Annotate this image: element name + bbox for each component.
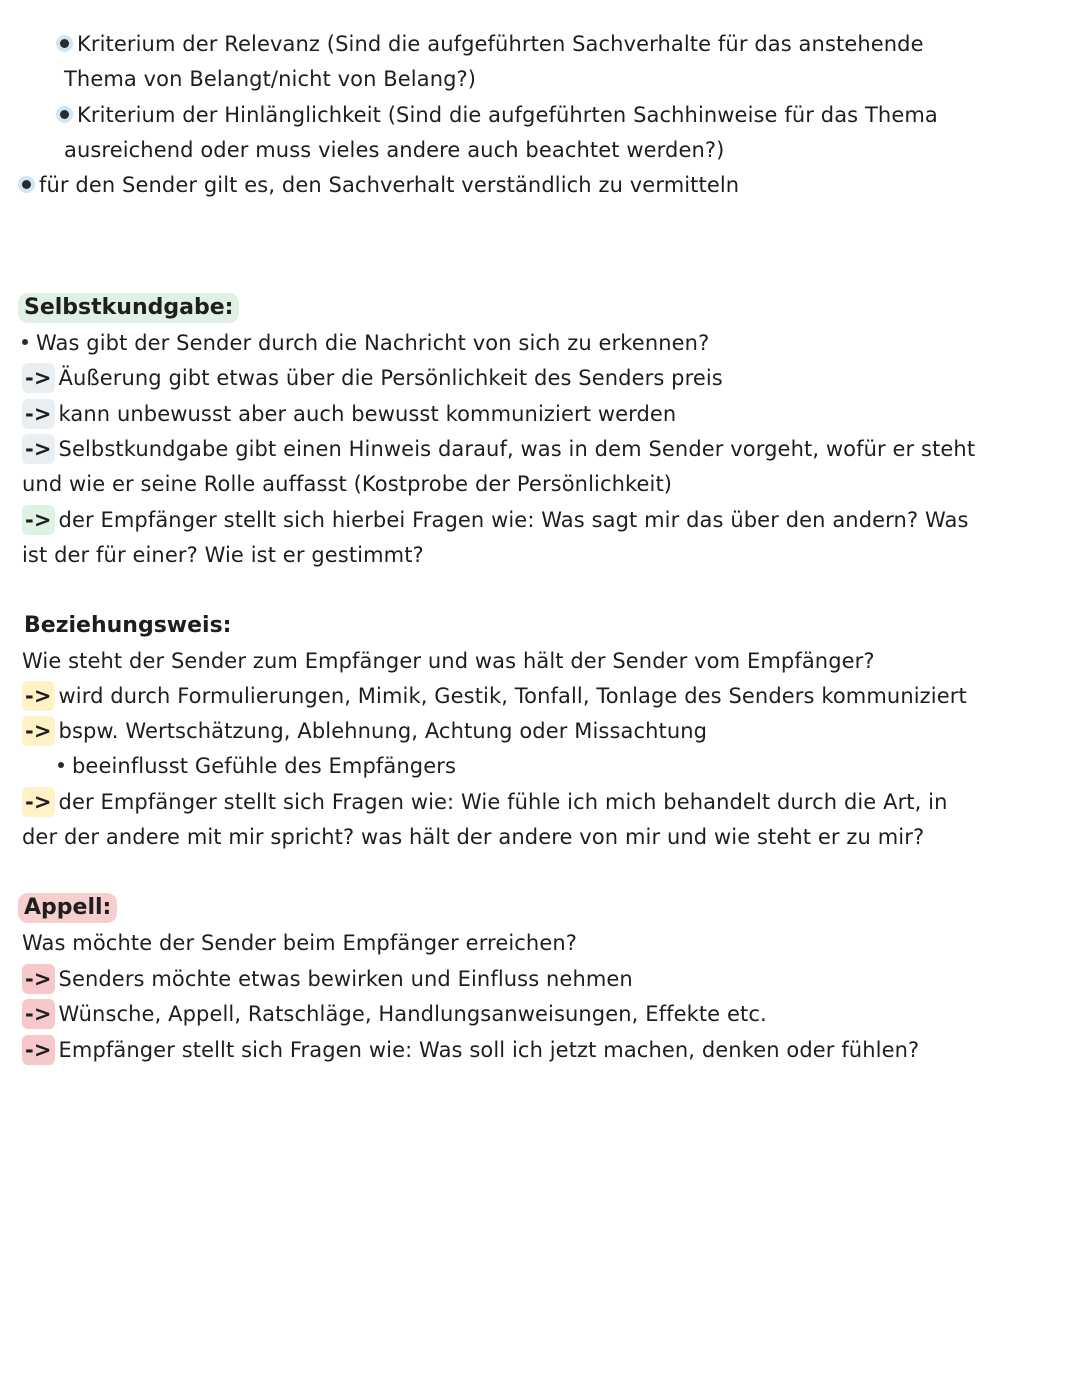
arrow-icon: -> [22,399,55,429]
arrow-icon: -> [22,787,55,817]
selbstkundgabe-point-3-cont: und wie er seine Rolle auffasst (Kostprobe der Persönlichkeit) [22,472,673,496]
beziehung-point-1: -> wird durch Formulierungen, Mimik, Gestik, Tonfall, Tonlage des Senders kommuniziert [22,681,967,711]
appell-point-2: -> Wünsche, Appell, Ratschläge, Handlungsanweisungen, Effekte etc. [22,999,767,1029]
arrow-icon: -> [22,964,55,994]
beziehung-heading: Beziehungsweis: [24,613,232,638]
beziehung-point-3-cont: der der andere mit mir spricht? was hält der andere von mir und wie steht er zu mir? [22,825,925,849]
bullet-icon [58,762,64,768]
arrow-icon: -> [22,999,55,1029]
relevanz-criterion-cont: Thema von Belangt/nicht von Belang?) [64,67,477,91]
beziehung-point-2: -> bspw. Wertschätzung, Ablehnung, Achtung oder Missachtung [22,716,707,746]
selbstkundgabe-question: Was gibt der Sender durch die Nachricht von sich zu erkennen? [22,328,709,358]
selbstkundgabe-heading: Selbstkundgabe: [18,293,239,323]
appell-point-1: -> Senders möchte etwas bewirken und Einfluss nehmen [22,964,633,994]
relevanz-criterion: Kriterium der Relevanz (Sind die aufgeführten Sachverhalte für das anstehende [60,29,924,59]
beziehung-question: Wie steht der Sender zum Empfänger und was hält der Sender vom Empfänger? [22,649,875,673]
sender-statement: für den Sender gilt es, den Sachverhalt verständlich zu vermitteln [22,170,739,200]
arrow-icon: -> [22,716,55,746]
bullet-icon [22,180,31,189]
arrow-icon: -> [22,681,55,711]
appell-heading: Appell: [18,893,117,923]
selbstkundgabe-point-4-cont: ist der für einer? Wie ist er gestimmt? [22,543,424,567]
selbstkundgabe-point-3: -> Selbstkundgabe gibt einen Hinweis darauf, was in dem Sender vorgeht, wofür er steht [22,434,975,464]
selbstkundgabe-point-1: -> Äußerung gibt etwas über die Persönlichkeit des Senders preis [22,363,723,393]
selbstkundgabe-point-4: -> der Empfänger stellt sich hierbei Fragen wie: Was sagt mir das über den andern? Was [22,505,969,535]
bullet-icon [60,39,69,48]
arrow-icon: -> [22,434,55,464]
appell-point-3: -> Empfänger stellt sich Fragen wie: Was soll ich jetzt machen, denken oder fühlen? [22,1035,919,1065]
bullet-icon [60,110,69,119]
beziehung-subpoint: beeinflusst Gefühle des Empfängers [58,751,456,781]
arrow-icon: -> [22,1035,55,1065]
appell-question: Was möchte der Sender beim Empfänger erreichen? [22,931,578,955]
selbstkundgabe-point-2: -> kann unbewusst aber auch bewusst kommuniziert werden [22,399,676,429]
hinlaenglichkeit-criterion-cont: ausreichend oder muss vieles andere auch beachtet werden?) [64,138,725,162]
hinlaenglichkeit-criterion: Kriterium der Hinlänglichkeit (Sind die aufgeführten Sachhinweise für das Thema [60,100,938,130]
arrow-icon: -> [22,363,55,393]
beziehung-point-3: -> der Empfänger stellt sich Fragen wie: Wie fühle ich mich behandelt durch die Art, in [22,787,948,817]
arrow-icon: -> [22,505,55,535]
bullet-icon [22,339,28,345]
